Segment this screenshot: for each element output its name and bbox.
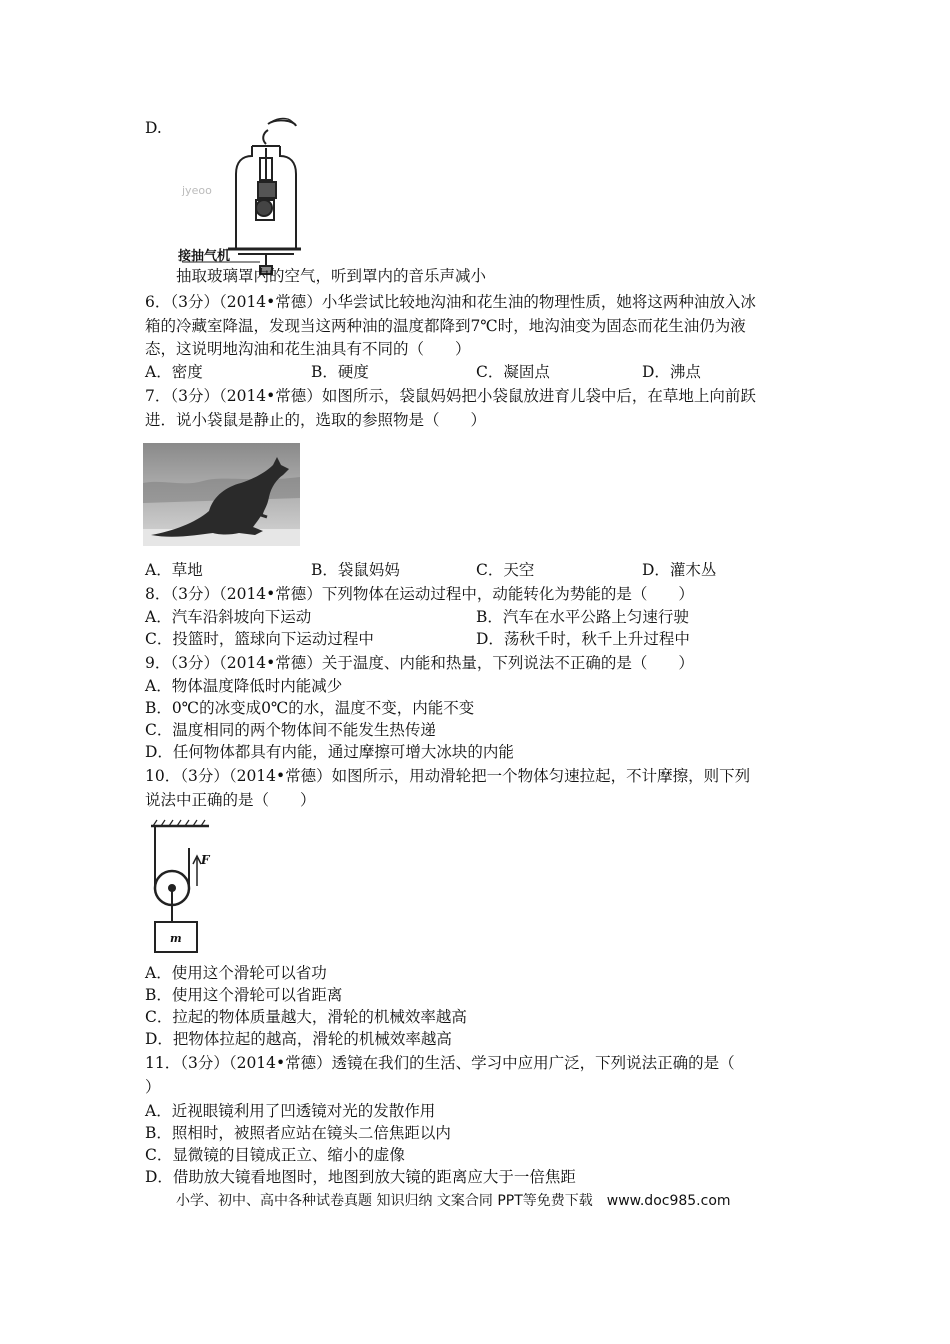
q6-line-3: 态，这说明地沟油和花生油具有不同的（ ） bbox=[145, 340, 471, 358]
q8-line-1: 8．（3分）（2014•常德）下列物体在运动过程中，动能转化为势能的是（ ） bbox=[145, 585, 694, 603]
q6-line-1: 6．（3分）（2014•常德）小华尝试比较地沟油和花生油的物理性质，她将这两种油放入冰 bbox=[145, 293, 756, 311]
pulley-figure bbox=[145, 818, 220, 956]
q10-option-a: A．使用这个滑轮可以省功 bbox=[145, 964, 327, 982]
q9-option-b: B．0℃的冰变成0℃的水，温度不变，内能不变 bbox=[145, 699, 475, 717]
q11-line-2: ） bbox=[145, 1078, 161, 1096]
q7-option-a: A．草地 bbox=[145, 561, 203, 579]
q7-option-c: C．天空 bbox=[476, 561, 535, 579]
q11-line-1: 11．（3分）（2014•常德）透镜在我们的生活、学习中应用广泛，下列说法正确的是（ bbox=[145, 1054, 735, 1072]
q6-option-a: A．密度 bbox=[145, 363, 203, 381]
q6-option-b: B．硬度 bbox=[311, 363, 369, 381]
q10-line-1: 10．（3分）（2014•常德）如图所示，用动滑轮把一个物体匀速拉起，不计摩擦，则下列 bbox=[145, 767, 751, 785]
q7-line-1: 7．（3分）（2014•常德）如图所示，袋鼠妈妈把小袋鼠放进育儿袋中后，在草地上向前跃 bbox=[145, 387, 756, 405]
kangaroo-photo bbox=[143, 443, 300, 546]
q11-option-b: B．照相时，被照者应站在镜头二倍焦距以内 bbox=[145, 1124, 451, 1142]
q11-option-a: A．近视眼镜利用了凹透镜对光的发散作用 bbox=[145, 1102, 436, 1120]
q6-line-2: 箱的冷藏室降温，发现当这两种油的温度都降到7℃时，地沟油变为固态而花生油仍为液 bbox=[145, 317, 746, 335]
page-footer: 小学、初中、高中各种试卷真题 知识归纳 文案合同 PPT等免费下载 www.doc985.com bbox=[176, 1193, 731, 1209]
q10-option-c: C．拉起的物体质量越大，滑轮的机械效率越高 bbox=[145, 1008, 467, 1026]
q11-option-d: D．借助放大镜看地图时，地图到放大镜的距离应大于一倍焦距 bbox=[145, 1168, 576, 1186]
q11-option-c: C．显微镜的目镜成正立、缩小的虚像 bbox=[145, 1146, 405, 1164]
pulley-mass-label: m bbox=[170, 932, 182, 945]
q8-option-c: C．投篮时，篮球向下运动过程中 bbox=[145, 630, 374, 648]
bell-jar-figure-label: 接抽气机 bbox=[178, 249, 231, 264]
q5-option-d-label: D. bbox=[145, 119, 162, 137]
q10-option-b: B．使用这个滑轮可以省距离 bbox=[145, 986, 343, 1004]
q8-option-b: B．汽车在水平公路上匀速行驶 bbox=[476, 608, 689, 626]
bell-jar-figure bbox=[176, 116, 301, 284]
q8-option-d: D．荡秋千时，秋千上升过程中 bbox=[476, 630, 690, 648]
q10-option-d: D．把物体拉起的越高，滑轮的机械效率越高 bbox=[145, 1030, 452, 1048]
q9-option-a: A．物体温度降低时内能减少 bbox=[145, 677, 343, 695]
q6-option-c: C．凝固点 bbox=[476, 363, 550, 381]
q6-option-d: D．沸点 bbox=[642, 363, 701, 381]
q9-option-c: C．温度相同的两个物体间不能发生热传递 bbox=[145, 721, 436, 739]
q7-option-d: D．灌木丛 bbox=[642, 561, 717, 579]
svg-text:jyeoo: jyeoo bbox=[182, 184, 212, 197]
pulley-force-label: F bbox=[201, 853, 210, 867]
q10-line-2: 说法中正确的是（ ） bbox=[145, 791, 316, 809]
q8-option-a: A．汽车沿斜坡向下运动 bbox=[145, 608, 312, 626]
q9-option-d: D．任何物体都具有内能，通过摩擦可增大冰块的内能 bbox=[145, 743, 514, 761]
q7-option-b: B．袋鼠妈妈 bbox=[311, 561, 400, 579]
q7-line-2: 进．说小袋鼠是静止的，选取的参照物是（ ） bbox=[145, 411, 487, 429]
q9-line-1: 9．（3分）（2014•常德）关于温度、内能和热量，下列说法不正确的是（ ） bbox=[145, 654, 694, 672]
q5-figure-caption: 抽取玻璃罩内的空气，听到罩内的音乐声减小 bbox=[176, 267, 487, 285]
